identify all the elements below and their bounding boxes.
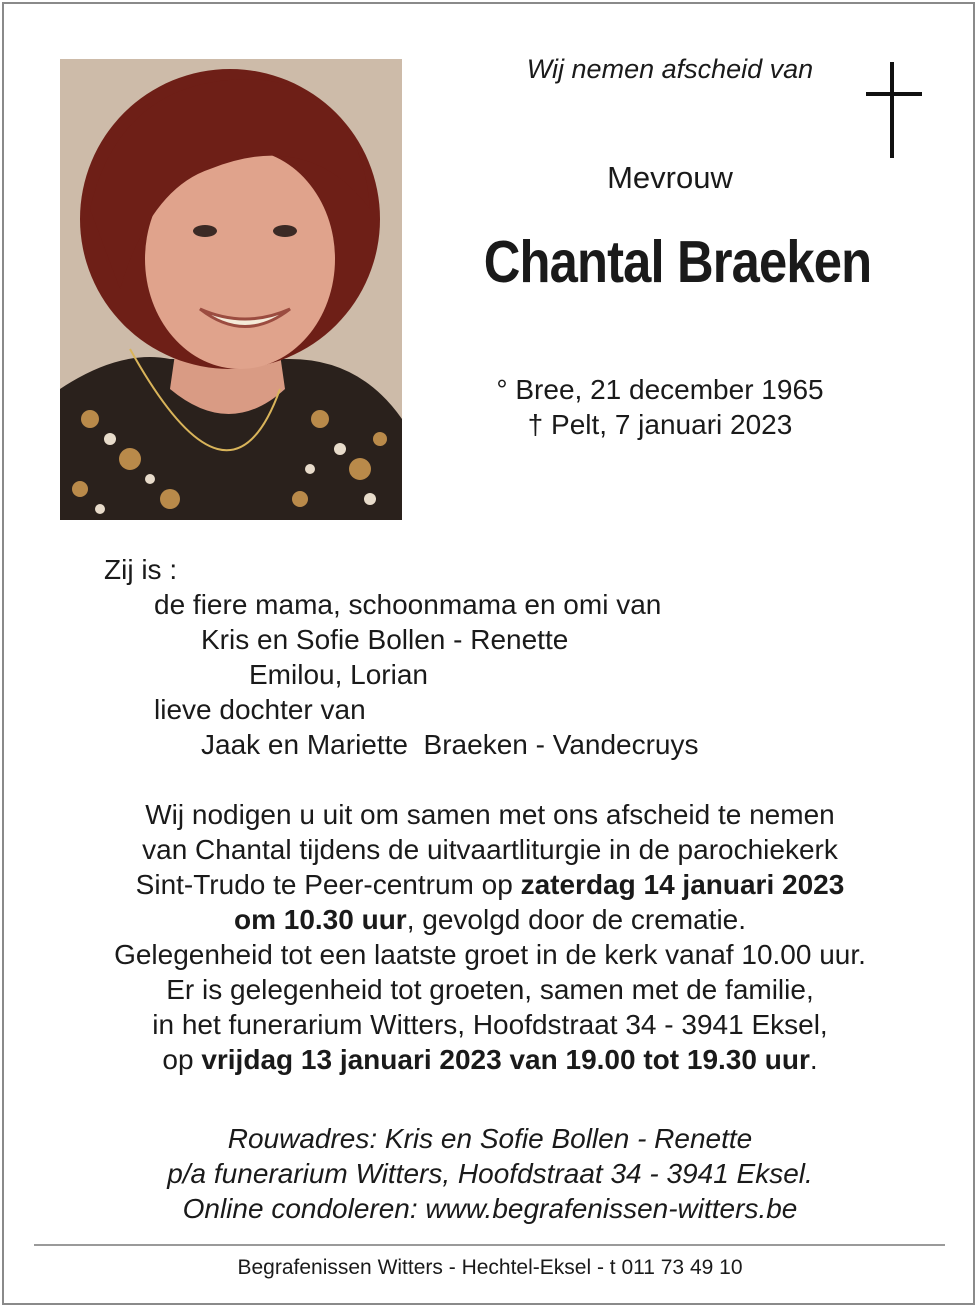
birth-line: ° Bree, 21 december 1965 (496, 374, 824, 405)
service-time: om 10.30 uur (233, 904, 407, 935)
family-line: Jaak en Mariette Braeken - Vandecruys (201, 729, 699, 760)
notice-line (40, 1042, 940, 1077)
footer-divider (34, 1244, 945, 1246)
notice-line (40, 867, 940, 902)
notice-text: Sint-Trudo te Peer-centrum op (135, 869, 521, 900)
notice-line: Er is gelegenheid tot groeten, samen met de familie, (166, 974, 814, 1005)
service-date: zaterdag 14 januari 2023 (520, 869, 845, 900)
family-line: Kris en Sofie Bollen - Renette (201, 624, 569, 655)
portrait-photo (60, 59, 402, 520)
family-line: Zij is : (104, 554, 178, 585)
notice-line (40, 902, 940, 937)
notice-line: Gelegenheid tot een laatste groet in de kerk vanaf 10.00 uur. (114, 939, 866, 970)
family-line: lieve dochter van (154, 694, 366, 725)
notice-line: in het funerarium Witters, Hoofdstraat 34 - 3941 Eksel, (152, 1009, 828, 1040)
death-line: † Pelt, 7 januari 2023 (527, 409, 793, 440)
life-dates (460, 372, 860, 442)
footer-text: Begrafenissen Witters - Hechtel-Eksel - t 011 73 49 10 (237, 1256, 743, 1279)
address-line: Rouwadres: Kris en Sofie Bollen - Renette (227, 1123, 753, 1154)
honorific: Mevrouw (607, 160, 733, 195)
family-line: Emilou, Lorian (249, 659, 428, 690)
notice-text: . (809, 1044, 818, 1075)
family-line: de fiere mama, schoonmama en omi van (154, 589, 662, 620)
mourning-address (40, 1121, 940, 1226)
funeral-notice (40, 797, 940, 1077)
family-list (104, 552, 699, 762)
portrait-illustration (60, 59, 402, 520)
notice-text: op (162, 1044, 202, 1075)
condolence-link[interactable]: Online condoleren: www.begrafenissen-witters.be (182, 1193, 798, 1224)
address-line: p/a funerarium Witters, Hoofdstraat 34 - 3941 Eksel. (167, 1158, 813, 1189)
notice-text: , gevolgd door de crematie. (406, 904, 747, 935)
cross-icon (866, 62, 922, 158)
deceased-name: Chantal Braeken (483, 229, 872, 295)
notice-line: van Chantal tijdens de uitvaartliturgie in de parochiekerk (142, 834, 838, 865)
visitation-time: vrijdag 13 januari 2023 van 19.00 tot 19.30 uur (201, 1044, 810, 1075)
notice-line: Wij nodigen u uit om samen met ons afscheid te nemen (145, 799, 835, 830)
intro-text: Wij nemen afscheid van (526, 54, 814, 84)
